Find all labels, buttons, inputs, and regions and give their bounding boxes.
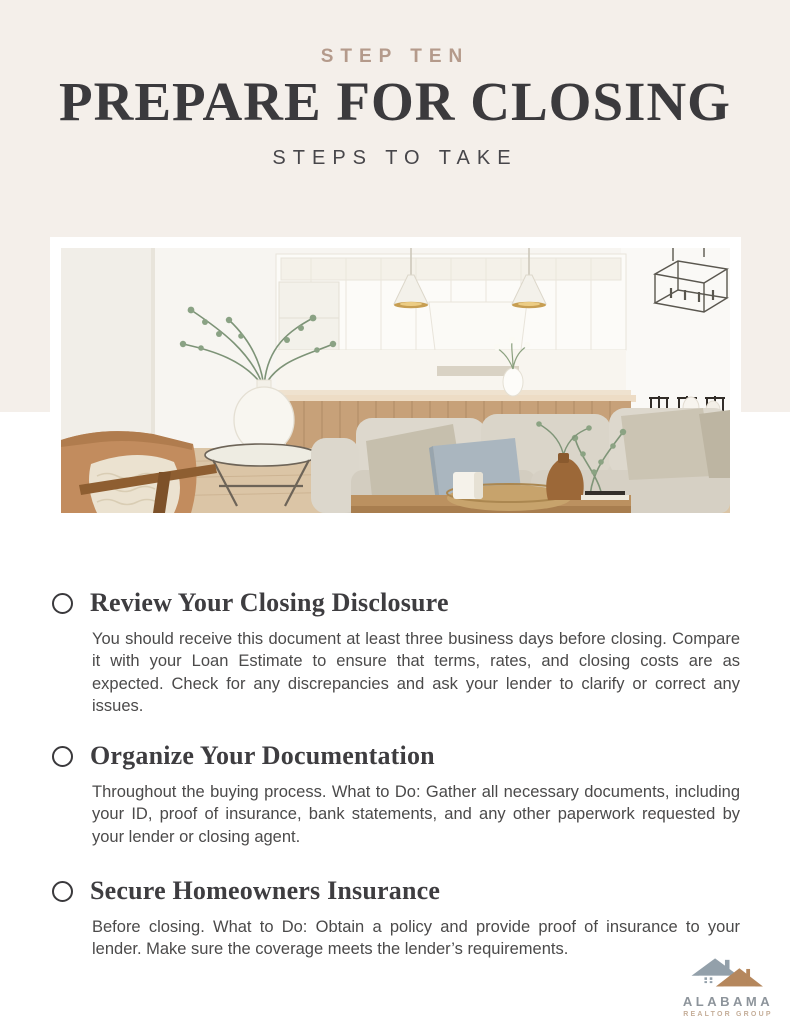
brand-logo [670,951,786,1018]
photo-frame [50,237,741,524]
living-room-photo [61,248,730,513]
checklist-item-1 [52,588,740,717]
checklist-item-2-header [52,741,740,771]
brand-name: ALABAMA [682,994,774,1009]
checkbox-circle-icon [52,746,73,767]
page-subtitle: STEPS TO TAKE [272,147,518,169]
step-eyebrow: STEP TEN [320,46,470,67]
page-title: PREPARE FOR CLOSING [59,71,731,132]
checkbox-circle-icon [52,881,73,902]
item-3-body: Before closing. What to Do: Obtain a policy and provide proof of insurance to your lender. Make sure the coverage meets the lender’s requirements. [92,918,740,959]
brand-tagline: REALTOR GROUP [683,1011,773,1018]
checklist-item-1-header [52,588,740,618]
checkbox-circle-icon [52,593,73,614]
checklist-item-3-header [52,876,740,906]
item-2-body: Throughout the buying process. What to Do: Gather all necessary documents, including your ID, proof of insurance, bank statements, and any other paperwork requested by your lender or closing agent. [92,783,740,846]
item-2-heading: Organize Your Documentation [90,741,435,770]
checklist-item-3 [52,876,740,961]
checklist-item-2 [52,741,740,848]
item-1-body: You should receive this document at least three business days before closing. Compare it with your Loan Estimate to ensure that terms, rates, and closing costs are as expected. Check for any discrepancies and ask your lender to clarify or correct any issues. [92,630,740,715]
twin-house-roofs-icon [690,951,766,993]
item-3-heading: Secure Homeowners Insurance [90,876,441,905]
item-1-heading: Review Your Closing Disclosure [90,588,449,617]
